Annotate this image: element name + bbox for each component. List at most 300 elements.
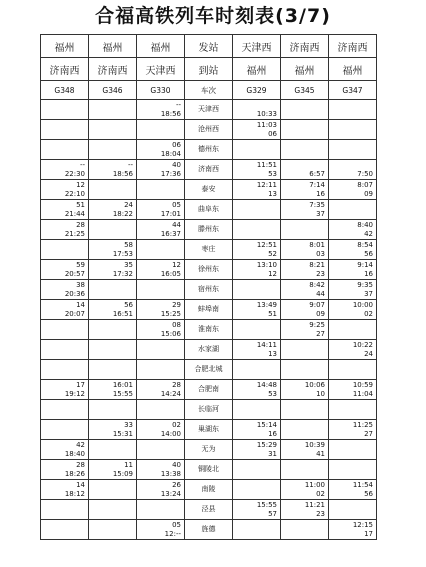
time-cell — [329, 140, 377, 160]
time-cell — [329, 320, 377, 340]
time-line-upper: 14:11 — [256, 340, 277, 349]
header-row-train — [41, 81, 377, 100]
time-line-lower: 27 — [316, 329, 325, 338]
time-line-lower: 14:00 — [160, 429, 181, 438]
time-line-upper — [331, 361, 373, 370]
time-line-lower: 15:55 — [112, 389, 133, 398]
time-cell — [329, 200, 377, 220]
time-line-upper — [91, 121, 133, 130]
time-line-lower: 10 — [316, 389, 325, 398]
time-cell — [41, 280, 89, 300]
time-line-lower — [283, 230, 325, 239]
time-line-lower — [43, 370, 85, 379]
time-line-lower: 21:44 — [64, 209, 85, 218]
time-line-upper: 7:14 — [309, 180, 325, 189]
time-line-upper — [139, 401, 181, 410]
time-cell — [329, 100, 377, 120]
station-name: 天津西 — [185, 100, 233, 120]
time-line-lower: 03 — [316, 249, 325, 258]
time-line-lower — [235, 370, 277, 379]
station-name: 曲阜东 — [185, 200, 233, 220]
time-cell — [137, 300, 185, 320]
time-cell — [233, 120, 281, 140]
time-line-lower: 18:22 — [112, 209, 133, 218]
time-line-lower: 13 — [268, 349, 277, 358]
time-line-upper: 10:00 — [352, 300, 373, 309]
to-cell: 济南西 — [41, 58, 89, 81]
time-line-lower — [235, 230, 277, 239]
time-line-lower: 53 — [268, 389, 277, 398]
time-line-upper: 12:11 — [256, 180, 277, 189]
time-line-lower — [43, 130, 85, 139]
time-line-upper: 24 — [124, 200, 133, 209]
table-row — [41, 420, 377, 440]
time-line-lower — [235, 530, 277, 539]
time-line-upper — [331, 441, 373, 450]
station-name: 泰安 — [185, 180, 233, 200]
table-row — [41, 100, 377, 120]
time-cell — [41, 440, 89, 460]
time-line-upper: 15:29 — [256, 440, 277, 449]
time-line-upper: 11 — [124, 460, 133, 469]
time-cell — [281, 140, 329, 160]
time-line-upper: 40 — [172, 160, 181, 169]
from-cell: 福州 — [137, 35, 185, 58]
time-line-lower: 15:06 — [160, 329, 181, 338]
time-line-lower — [43, 250, 85, 259]
time-line-lower — [91, 530, 133, 539]
time-line-lower: 57 — [268, 509, 277, 518]
time-line-upper — [283, 141, 325, 150]
station-name: 徐州东 — [185, 260, 233, 280]
time-line-upper — [139, 241, 181, 250]
time-line-lower: 13 — [268, 189, 277, 198]
time-line-lower — [235, 150, 277, 159]
time-line-lower — [235, 410, 277, 419]
station-name: 巢湖东 — [185, 420, 233, 440]
time-cell — [233, 140, 281, 160]
time-cell — [329, 260, 377, 280]
time-cell — [137, 460, 185, 480]
time-cell — [41, 180, 89, 200]
time-cell — [89, 100, 137, 120]
time-line-upper: 12 — [172, 260, 181, 269]
time-line-lower: 42 — [364, 229, 373, 238]
time-cell — [281, 100, 329, 120]
time-line-lower — [43, 530, 85, 539]
time-cell — [233, 400, 281, 420]
time-line-lower: 20:07 — [64, 309, 85, 318]
time-cell — [89, 460, 137, 480]
time-cell — [281, 200, 329, 220]
time-cell — [137, 180, 185, 200]
time-line-lower — [43, 350, 85, 359]
time-line-upper: 12:15 — [352, 520, 373, 529]
time-line-lower: 20:36 — [64, 289, 85, 298]
table-row — [41, 160, 377, 180]
time-line-upper — [139, 441, 181, 450]
time-line-upper: -- — [79, 160, 85, 169]
time-line-lower — [331, 410, 373, 419]
time-line-upper: 8:01 — [309, 240, 325, 249]
time-line-upper — [91, 501, 133, 510]
time-line-lower: 17 — [364, 529, 373, 538]
table-row — [41, 500, 377, 520]
time-line-lower — [43, 430, 85, 439]
time-line-upper: 8:40 — [357, 220, 373, 229]
time-line-upper: 11:25 — [352, 420, 373, 429]
time-line-lower — [91, 510, 133, 519]
time-cell — [281, 420, 329, 440]
time-line-upper: 12:51 — [256, 240, 277, 249]
time-line-lower — [331, 130, 373, 139]
from-cell: 济南西 — [281, 35, 329, 58]
time-cell — [233, 200, 281, 220]
time-cell — [281, 120, 329, 140]
time-line-lower — [91, 450, 133, 459]
time-line-lower — [43, 330, 85, 339]
time-cell — [89, 160, 137, 180]
time-line-lower — [139, 410, 181, 419]
time-line-upper: 56 — [124, 300, 133, 309]
from-cell: 济南西 — [329, 35, 377, 58]
time-line-upper — [91, 481, 133, 490]
station-name: 旌德 — [185, 520, 233, 540]
time-cell — [41, 120, 89, 140]
time-line-lower: 31 — [268, 449, 277, 458]
time-cell — [41, 300, 89, 320]
time-line-upper: 29 — [172, 300, 181, 309]
time-cell — [89, 220, 137, 240]
time-line-lower: 13:24 — [160, 489, 181, 498]
time-cell — [233, 500, 281, 520]
station-name: 泾县 — [185, 500, 233, 520]
time-cell — [233, 160, 281, 180]
station-name: 沧州西 — [185, 120, 233, 140]
from-label: 发站 — [185, 35, 233, 58]
table-row — [41, 220, 377, 240]
time-line-upper — [139, 181, 181, 190]
time-cell — [89, 240, 137, 260]
time-line-upper: 13:10 — [256, 260, 277, 269]
time-cell — [137, 160, 185, 180]
time-line-lower: 17:32 — [112, 269, 133, 278]
time-line-lower: 11:04 — [352, 389, 373, 398]
time-cell — [329, 380, 377, 400]
time-cell — [281, 160, 329, 180]
time-line-lower: 20:57 — [64, 269, 85, 278]
time-line-lower — [235, 210, 277, 219]
time-line-lower — [235, 290, 277, 299]
time-line-upper: 59 — [76, 260, 85, 269]
time-line-upper — [283, 361, 325, 370]
time-cell — [41, 500, 89, 520]
time-cell — [89, 120, 137, 140]
time-line-upper — [235, 321, 277, 330]
time-line-lower: 18:04 — [160, 149, 181, 158]
time-line-lower — [331, 510, 373, 519]
time-line-upper — [91, 441, 133, 450]
time-cell — [137, 340, 185, 360]
train-number: G347 — [329, 81, 377, 100]
time-line-upper: 11:54 — [352, 480, 373, 489]
time-cell — [329, 500, 377, 520]
time-line-lower: 17:01 — [160, 209, 181, 218]
time-line-upper: 11:51 — [256, 160, 277, 169]
time-cell — [233, 460, 281, 480]
to-cell: 福州 — [281, 58, 329, 81]
time-line-upper: 11:03 — [256, 120, 277, 129]
time-line-upper: -- — [127, 160, 133, 169]
time-line-upper — [235, 401, 277, 410]
table-row — [41, 120, 377, 140]
time-line-lower: 16:51 — [112, 309, 133, 318]
time-line-upper — [43, 141, 85, 150]
time-cell — [89, 360, 137, 380]
train-number: G348 — [41, 81, 89, 100]
time-line-upper: 12 — [76, 180, 85, 189]
time-cell — [329, 340, 377, 360]
time-line-upper — [331, 121, 373, 130]
time-line-lower: 12 — [268, 269, 277, 278]
time-cell — [41, 200, 89, 220]
time-line-lower — [91, 290, 133, 299]
time-cell — [41, 240, 89, 260]
time-cell — [89, 480, 137, 500]
time-cell — [137, 200, 185, 220]
time-line-lower: 56 — [364, 249, 373, 258]
time-line-lower — [139, 130, 181, 139]
station-name: 德州东 — [185, 140, 233, 160]
train-label: 车次 — [185, 81, 233, 100]
time-cell — [281, 500, 329, 520]
time-line-upper — [43, 521, 85, 530]
time-line-lower: 02 — [316, 489, 325, 498]
table-row — [41, 140, 377, 160]
time-line-upper — [43, 501, 85, 510]
table-row — [41, 300, 377, 320]
time-line-upper — [139, 121, 181, 130]
time-line-upper: -- — [175, 100, 181, 109]
time-cell — [41, 100, 89, 120]
time-line-upper — [331, 201, 373, 210]
time-line-lower — [139, 510, 181, 519]
time-line-lower — [235, 490, 277, 499]
time-cell — [137, 120, 185, 140]
time-line-upper: 10:39 — [304, 440, 325, 449]
time-line-lower — [43, 110, 85, 119]
time-line-upper — [283, 421, 325, 430]
from-cell: 福州 — [89, 35, 137, 58]
time-cell — [89, 380, 137, 400]
time-line-lower: 6:57 — [309, 169, 325, 178]
table-row — [41, 260, 377, 280]
time-cell — [89, 140, 137, 160]
time-line-lower: 18:56 — [112, 169, 133, 178]
time-line-upper: 33 — [124, 420, 133, 429]
time-cell — [281, 360, 329, 380]
station-name: 长临河 — [185, 400, 233, 420]
time-line-upper — [331, 141, 373, 150]
time-cell — [281, 440, 329, 460]
time-line-upper — [283, 161, 325, 170]
time-line-upper: 9:25 — [309, 320, 325, 329]
time-cell — [41, 160, 89, 180]
time-line-upper — [139, 341, 181, 350]
time-cell — [233, 380, 281, 400]
time-line-upper: 40 — [172, 460, 181, 469]
page-title: 合福高铁列车时刻表(3/7) — [95, 5, 331, 27]
time-cell — [41, 420, 89, 440]
time-line-upper — [91, 101, 133, 110]
time-line-lower: 7:50 — [357, 169, 373, 178]
time-cell — [281, 380, 329, 400]
time-cell — [89, 440, 137, 460]
time-line-lower: 56 — [364, 489, 373, 498]
time-cell — [329, 360, 377, 380]
time-line-lower: 22:10 — [64, 189, 85, 198]
header-row-to — [41, 58, 377, 81]
time-line-lower — [331, 370, 373, 379]
table-row — [41, 480, 377, 500]
time-cell — [329, 120, 377, 140]
time-cell — [281, 520, 329, 540]
to-cell: 福州 — [233, 58, 281, 81]
train-number: G346 — [89, 81, 137, 100]
time-cell — [137, 320, 185, 340]
time-line-lower: 52 — [268, 249, 277, 258]
station-name: 宿州东 — [185, 280, 233, 300]
time-cell — [41, 260, 89, 280]
time-cell — [329, 400, 377, 420]
time-line-lower: 24 — [364, 349, 373, 358]
time-line-lower — [331, 210, 373, 219]
time-line-lower: 15:09 — [112, 469, 133, 478]
time-cell — [329, 460, 377, 480]
table-row — [41, 240, 377, 260]
time-line-lower: 19:12 — [64, 389, 85, 398]
time-line-lower: 53 — [268, 169, 277, 178]
time-line-upper: 14 — [76, 300, 85, 309]
time-cell — [233, 520, 281, 540]
table-row — [41, 440, 377, 460]
station-name: 滕州东 — [185, 220, 233, 240]
time-cell — [233, 360, 281, 380]
time-line-lower: 09 — [364, 189, 373, 198]
time-line-lower: 23 — [316, 509, 325, 518]
time-line-lower: 37 — [364, 289, 373, 298]
table-row — [41, 280, 377, 300]
time-line-upper: 06 — [172, 140, 181, 149]
to-cell: 天津西 — [137, 58, 185, 81]
table-row — [41, 320, 377, 340]
station-name: 水家湖 — [185, 340, 233, 360]
time-line-lower: 13:38 — [160, 469, 181, 478]
time-cell — [41, 480, 89, 500]
time-line-upper — [283, 341, 325, 350]
time-cell — [329, 420, 377, 440]
station-name: 淮南东 — [185, 320, 233, 340]
time-cell — [233, 440, 281, 460]
time-cell — [89, 260, 137, 280]
time-line-lower — [283, 130, 325, 139]
time-line-lower — [91, 370, 133, 379]
time-cell — [137, 520, 185, 540]
time-cell — [233, 420, 281, 440]
time-line-upper: 10:59 — [352, 380, 373, 389]
train-number: G330 — [137, 81, 185, 100]
time-line-upper — [331, 101, 373, 110]
time-line-upper — [331, 401, 373, 410]
time-line-upper: 13:49 — [256, 300, 277, 309]
time-cell — [137, 480, 185, 500]
time-cell — [329, 180, 377, 200]
time-line-upper — [331, 461, 373, 470]
time-line-lower — [91, 490, 133, 499]
time-cell — [137, 280, 185, 300]
time-cell — [137, 260, 185, 280]
time-cell — [281, 280, 329, 300]
time-line-upper — [139, 501, 181, 510]
time-line-lower: 51 — [268, 309, 277, 318]
time-line-lower: 18:40 — [64, 449, 85, 458]
time-line-lower: 14:24 — [160, 389, 181, 398]
time-line-upper — [91, 141, 133, 150]
time-line-lower — [283, 470, 325, 479]
time-cell — [137, 240, 185, 260]
time-line-upper — [331, 161, 373, 170]
time-cell — [137, 220, 185, 240]
table-row — [41, 380, 377, 400]
time-line-upper — [43, 341, 85, 350]
time-line-upper — [91, 181, 133, 190]
station-name: 合肥南 — [185, 380, 233, 400]
time-line-upper: 17 — [76, 380, 85, 389]
time-cell — [89, 320, 137, 340]
time-line-lower — [139, 370, 181, 379]
time-line-lower — [91, 150, 133, 159]
time-line-lower — [43, 510, 85, 519]
time-line-upper — [235, 141, 277, 150]
timetable — [40, 34, 377, 540]
time-line-upper: 9:07 — [309, 300, 325, 309]
time-cell — [233, 220, 281, 240]
time-line-lower — [331, 150, 373, 159]
time-line-lower — [331, 450, 373, 459]
time-line-lower: 17:53 — [112, 249, 133, 258]
time-line-upper — [235, 521, 277, 530]
time-line-lower — [91, 410, 133, 419]
time-line-lower — [91, 190, 133, 199]
time-line-upper — [235, 201, 277, 210]
time-line-upper — [283, 461, 325, 470]
time-cell — [137, 400, 185, 420]
time-line-upper: 38 — [76, 280, 85, 289]
time-cell — [41, 320, 89, 340]
time-line-lower: 27 — [364, 429, 373, 438]
time-line-upper: 44 — [172, 220, 181, 229]
header-row-from — [41, 35, 377, 58]
time-line-lower — [283, 150, 325, 159]
time-line-upper: 28 — [172, 380, 181, 389]
time-line-lower: 02 — [364, 309, 373, 318]
station-name: 南陵 — [185, 480, 233, 500]
time-line-upper: 58 — [124, 240, 133, 249]
time-line-lower — [91, 130, 133, 139]
time-cell — [137, 500, 185, 520]
time-line-upper: 11:21 — [304, 500, 325, 509]
time-line-lower: 18:12 — [64, 489, 85, 498]
